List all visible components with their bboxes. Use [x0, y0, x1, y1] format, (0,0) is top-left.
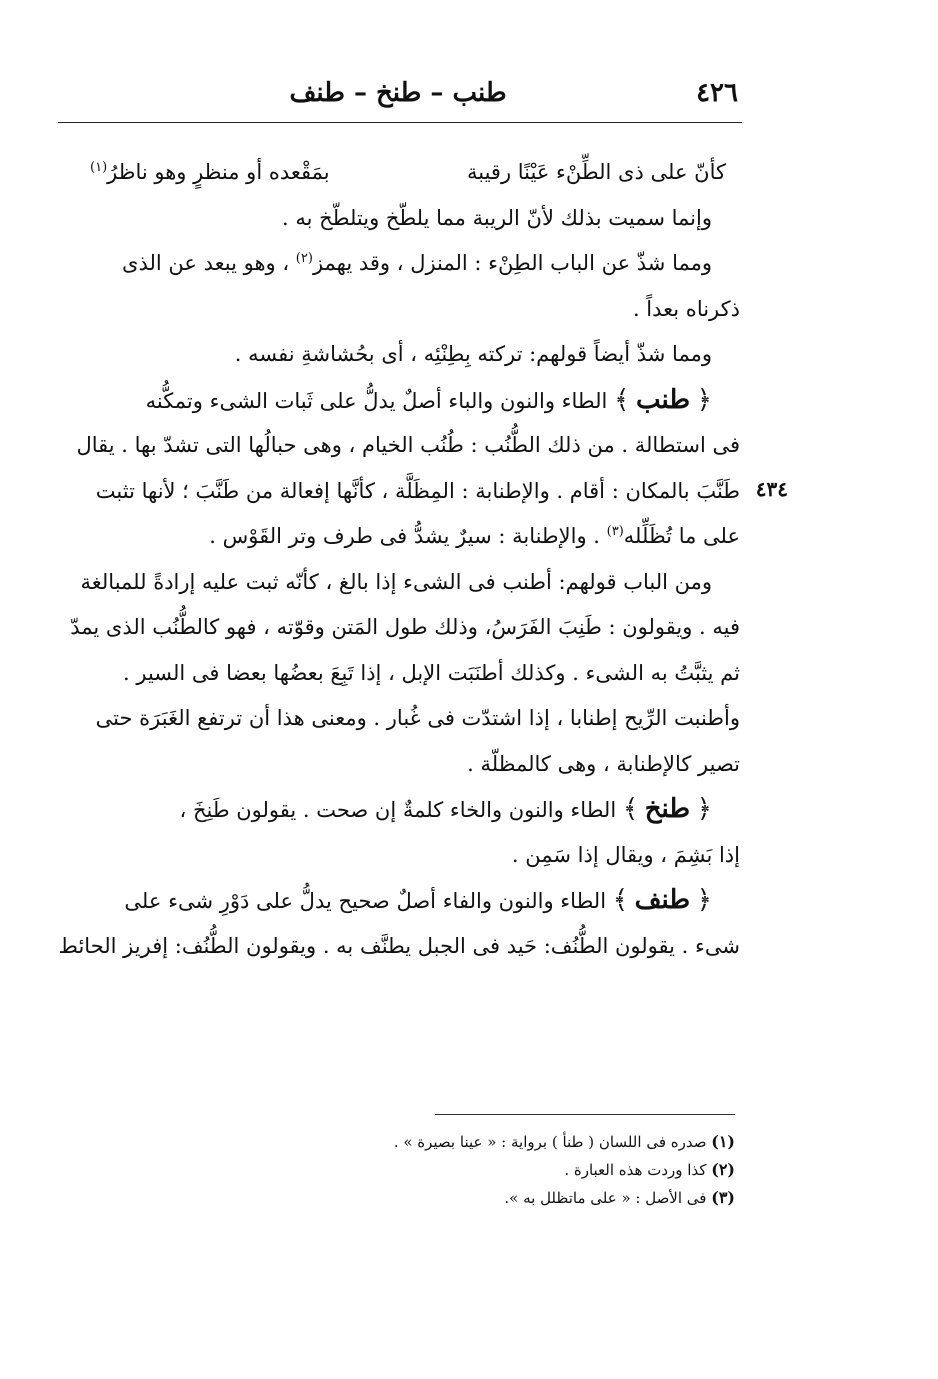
text-line: تصير كالإطنابة ، وهى كالمظلّة . — [467, 751, 740, 776]
margin-line-number: ٤٣٤ — [755, 477, 788, 501]
verse-hemistich-first: كأنّ على ذى الطِّنْء عَيْنًا رقيبة — [466, 160, 726, 184]
text-line: وإنما سميت بذلك لأنّ الريبة مما يلطّخ ويتلطّخ به . — [282, 205, 712, 230]
footnote: (٣) فى الأصل : « على ماتظلل به ». — [504, 1188, 735, 1207]
entry-line: ﴿ طنف ﴾ الطاء والنون والفاء أصلٌ صحيح يدلُّ على دَوْرِ شىء على — [124, 885, 712, 915]
text-line: ومما شذّ عن الباب الطِنْء : المنزل ، وقد يهمز$^{(٢)}$ ، وهو يبعد عن الذى — [122, 251, 712, 275]
footnote-ref: (١) — [90, 160, 108, 175]
footnote-ref: (٣) — [606, 524, 624, 539]
footnote: (٢) كذا وردت هذه العبارة . — [564, 1160, 735, 1179]
text-line: ومما شذّ أيضاً قولهم: تركته بِطِنْئِه ، أى بحُشاشةِ نفسه . — [234, 342, 712, 366]
verse-hemistich-second: بمَقْعده أو منظرٍ وهو ناظرُ$^{(١)}$ — [90, 160, 330, 184]
text-line: فيه . ويقولون : طَنِبَ الفَرَسُ، وذلك طول المَتن وقوّته ، فهو كالطُّنُب الذى يمدّ — [70, 615, 740, 639]
footnote-ref: (٢) — [295, 251, 313, 266]
entry-headword: طنخ — [644, 794, 691, 824]
text-line: ثم يثبَّتُ به الشىء . وكذلك أطنَبَت الإبل ، إذا تَبِعَ بعضُها بعضا فى السير . — [123, 660, 740, 685]
text-line: طَنَّبَ بالمكان : أقام . والإطنابة : المِظَلَّة ، كأنَّها إفعالة من طَنَّبَ ؛ لأنها تثبت — [95, 478, 740, 503]
text-line: فى استطالة . من ذلك الطُّنُب : طُنُب الخيام ، وهى حبالُها التى تشدّ بها . يقال — [76, 433, 740, 457]
text-line: ذكرناه بعداً . — [632, 296, 740, 321]
page-number: ٤٢٦ — [696, 78, 738, 108]
running-head: طنب – طنخ – طنف — [289, 78, 507, 108]
text-line: ومن الباب قولهم: أطنب فى الشىء إذا بالغ ، كأنّه ثبت عليه إرادةً للمبالغة — [80, 569, 712, 594]
text-line: شىء . يقولون الطُّنُف: حَيد فى الجبل يطنَّف به . ويقولون الطُّنُف: إفريز الحائط — [58, 933, 740, 958]
entry-headword: طنب — [636, 384, 691, 415]
text-line: على ما تُظَلِّله$^{(٣)}$ . والإطنابة : سيرٌ يشدُّ فى طرف وتر القَوْس . — [209, 524, 740, 548]
footnote: (١) صدره فى اللسان ( طنأ ) برواية : « عينا بصيرة » . — [393, 1132, 735, 1151]
entry-line: ﴿ طنب ﴾ الطاء والنون والباء أصلٌ يدلُّ على ثَبات الشىء وتمكُّنه — [145, 384, 712, 415]
text-line: إذا بَشِمَ ، ويقال إذا سَمِن . — [511, 842, 740, 867]
page-header — [58, 78, 738, 118]
entry-line: ﴿ طنخ ﴾ الطاء والنون والخاء كلمةٌ إن صحت . يقولون طَنِخَ ، — [179, 794, 712, 824]
header-rule — [58, 122, 742, 123]
verse-line — [50, 150, 740, 196]
footnotes — [200, 1128, 735, 1212]
entry-headword: طنف — [634, 885, 691, 915]
text-line: وأطنبت الرِّيح إطنابا ، إذا اشتدّت فى غُبار . ومعنى هذا أن ترتفع الغَبَرَة حتى — [95, 706, 740, 730]
footnote-rule — [435, 1114, 735, 1115]
main-text — [50, 150, 740, 969]
